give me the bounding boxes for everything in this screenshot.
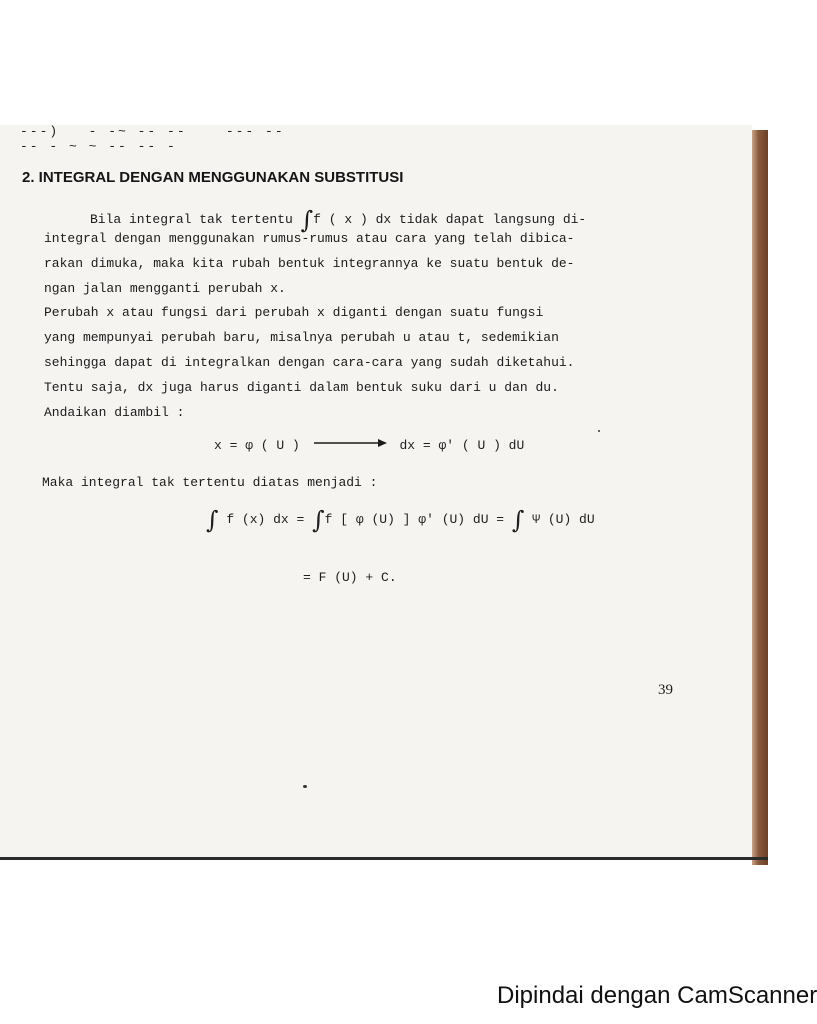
integral-sign-icon: ∫ (206, 506, 219, 534)
paragraph-line-9: Andaikan diambil : (44, 405, 185, 420)
integral-equation (206, 503, 595, 534)
integral-part-2: f [ φ (U) ] φ' (U) dU = (324, 512, 505, 527)
page-bottom-edge (0, 857, 768, 860)
paragraph-line-2: integral dengan menggunakan rumus-rumus atau cara yang telah dibica- (44, 231, 575, 246)
text-after-integral: tidak dapat langsung di- (399, 212, 587, 227)
paragraph-line-4: ngan jalan mengganti perubah x. (44, 281, 286, 296)
integral-sign-icon: ∫ (511, 506, 525, 534)
text-before-integral: Bila integral tak tertentu (90, 212, 293, 227)
scanner-watermark: Dipindai dengan CamScanner (497, 982, 817, 1009)
substitution-right: dx = φ' ( U ) dU (399, 438, 525, 453)
paragraph-line-5: Perubah x atau fungsi dari perubah x diganti dengan suatu fungsi (44, 305, 544, 320)
book-binding-edge (752, 130, 768, 865)
page-number: 39 (658, 682, 673, 698)
substitution-left: x = φ ( U ) (214, 438, 300, 453)
transition-text: Maka integral tak tertentu diatas menjadi : (42, 475, 378, 490)
integral-part-3: Ψ (U) dU (532, 512, 595, 527)
scan-speck (598, 430, 600, 432)
paragraph-line-3: rakan dimuka, maka kita rubah bentuk integrannya ke suatu bentuk de- (44, 256, 575, 271)
cut-off-previous-line: ---) - -~ -- -- --- -- -- - ~ ~ -- -- - (20, 124, 285, 154)
integral-part-1: f (x) dx = (226, 512, 305, 527)
result-equation: = F (U) + C. (303, 570, 397, 585)
substitution-equation (214, 438, 524, 453)
paragraph-line-1 (90, 203, 690, 234)
section-heading: 2. INTEGRAL DENGAN MENGGUNAKAN SUBSTITUSI (22, 169, 404, 186)
paragraph-line-8: Tentu saja, dx juga harus diganti dalam bentuk suku dari u dan du. (44, 380, 559, 395)
paragraph-line-6: yang mempunyai perubah baru, misalnya perubah u atau t, sedemikian (44, 330, 559, 345)
scan-speck (303, 785, 307, 788)
paragraph-line-7: sehingga dapat di integralkan dengan cara-cara yang sudah diketahui. (44, 355, 575, 370)
integral-sign-icon: ∫ (300, 206, 314, 234)
integral-sign-icon: ∫ (312, 506, 325, 534)
integrand: f ( x ) dx (313, 212, 392, 227)
right-arrow-icon (312, 438, 388, 448)
